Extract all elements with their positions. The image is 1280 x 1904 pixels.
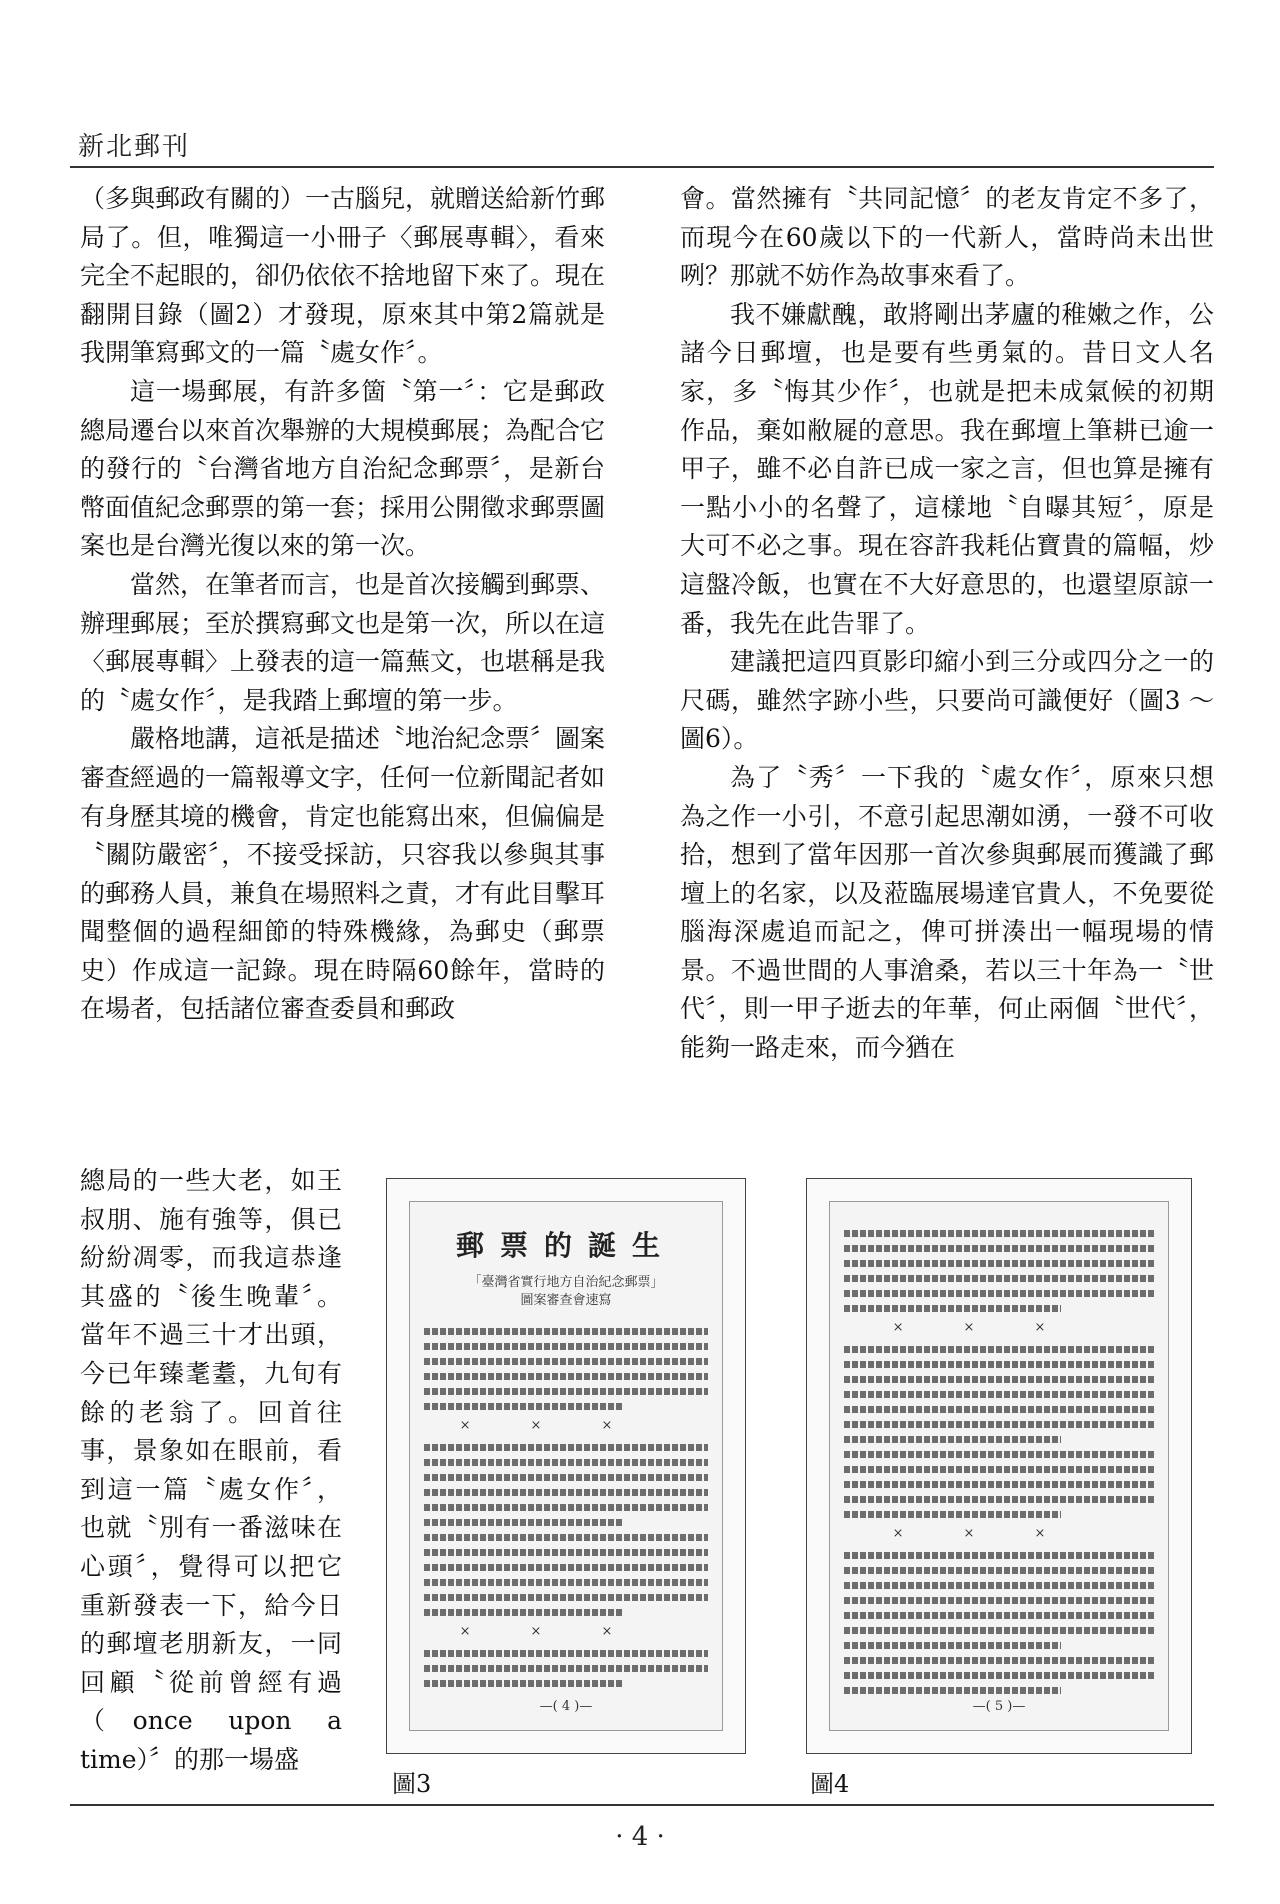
figure-3-page <box>409 1201 723 1731</box>
figure-3-separator-1: ××× <box>459 1418 673 1433</box>
left-paragraph-3: 當然，在筆者而言，也是首次接觸到郵票、辦理郵展；至於撰寫郵文也是第一次，所以在這〈郵展專輯〉上發表的這一篇蕪文，也堪稱是我的〝處女作〞，是我踏上郵壇的第一步。 <box>80 569 606 715</box>
figure-4-caption: 圖4 <box>810 1770 850 1798</box>
figure-4-separator-2: ××× <box>892 1526 1106 1541</box>
left-paragraph-4: 嚴格地講，這祇是描述〝地治紀念票〞圖案審查經過的一篇報導文字，任何一位新聞記者如有身歷其境的機會，肯定也能寫出來，但偏偏是〝關防嚴密〞，不接受採訪，只容我以參與其事的郵務人員，兼負在場照料之責，才有此目擊耳聞整個的過程細節的特殊機緣，為郵史（郵票史）作成這一記錄。現在時隔60餘年，當時的在場者，包括諸位審查委員和郵政 <box>80 724 606 1024</box>
left-paragraph-4-continued: 總局的一些大老，如王叔朋、施有強等，俱已紛紛凋零，而我這恭逢其盛的〝後生晚輩〞。當年不過三十才出頭，今已年臻耄耋，九旬有餘的老翁了。回首往事，景象如在眼前，看到這一篇〝處女作〞，也就〝別有一番滋味在心頭〞，覺得可以把它重新發表一下，給今日的郵壇老朋新友，一同回顧〝從前曾經有過（once upon a time）〞的那一場盛 <box>80 1166 342 1774</box>
left-paragraph-2: 這一場郵展，有許多箇〝第一〞：它是郵政總局遷台以來首次舉辦的大規模郵展；為配合它的發行的〝台灣省地方自治紀念郵票〞，是新台幣面值紀念郵票的第一套；採用公開徵求郵票圖案也是台灣光復以來的第一次。 <box>80 376 606 561</box>
figure-3-text-block <box>424 1320 708 1695</box>
figure-3-separator-2: ××× <box>459 1624 673 1639</box>
right-paragraph-1: 會。當然擁有〝共同記憶〞的老友肯定不多了，而現今在60歲以下的一代新人，當時尚未出世咧？那就不妨作為故事來看了。 <box>680 184 1214 291</box>
figure-3-subtitle <box>440 1274 692 1310</box>
page-number: · 4 · <box>615 1822 665 1852</box>
footer-divider <box>70 1804 1214 1806</box>
figure-3-scan <box>386 1178 746 1754</box>
figure-4-text-block <box>844 1222 1154 1702</box>
header-title: 新北郵刊 <box>78 132 191 162</box>
left-column <box>80 180 605 1029</box>
figure-3-subtitle-line-2: 圖案審查會速寫 <box>520 1293 612 1308</box>
figure-3-subtitle-line-1: 「臺灣省實行地方自治紀念郵票」 <box>468 1275 664 1290</box>
left-paragraph-1: （多與郵政有關的）一古腦兒，就贈送給新竹郵局了。但，唯獨這一小冊子〈郵展專輯〉，看來完全不起眼的，卻仍依依不捨地留下來了。現在翻開目錄（圖2）才發現，原來其中第2篇就是我開筆寫郵文的一篇〝處女作〞。 <box>80 184 606 368</box>
figure-4-page-number: —( 5 )— <box>972 1699 1026 1714</box>
figure-4-scan <box>806 1178 1192 1754</box>
figure-4-page <box>829 1201 1169 1731</box>
right-column <box>680 180 1214 1068</box>
left-column-continuation <box>80 1162 342 1780</box>
figure-3-page-number: —( 4 )— <box>539 1699 593 1714</box>
right-paragraph-2: 我不嫌獻醜，敢將剛出茅廬的稚嫩之作，公諸今日郵壇，也是要有些勇氣的。昔日文人名家，多〝悔其少作〞，也就是把未成氣候的初期作品，棄如敝屣的意思。我在郵壇上筆耕已逾一甲子，雖不必自許已成一家之言，但也算是擁有一點小小的名聲了，這樣地〝自曝其短〞，原是大可不必之事。現在容許我耗佔寶貴的篇幅，炒這盤冷飯，也實在不大好意思的，也還望原諒一番，我先在此告罪了。 <box>680 299 1214 638</box>
right-paragraph-4: 為了〝秀〞一下我的〝處女作〞，原來只想為之作一小引，不意引起思潮如湧，一發不可收拾，想到了當年因那一首次參與郵展而獲識了郵壇上的名家，以及蒞臨展場達官貴人，不免要從腦海深處追而記之，俾可拼湊出一幅現場的情景。不過世間的人事滄桑，若以三十年為一〝世代〞，則一甲子逝去的年華，何止兩個〝世代〞，能夠一路走來，而今猶在 <box>680 762 1214 1063</box>
header-divider <box>70 166 1214 168</box>
figure-3-title: 郵票的誕生 <box>455 1229 676 1262</box>
figure-4-separator-1: ××× <box>892 1320 1106 1335</box>
figure-3-caption: 圖3 <box>392 1770 432 1798</box>
right-paragraph-3: 建議把這四頁影印縮小到三分或四分之一的尺碼，雖然字跡小些，只要尚可識便好（圖3 ～圖6）。 <box>680 647 1214 754</box>
